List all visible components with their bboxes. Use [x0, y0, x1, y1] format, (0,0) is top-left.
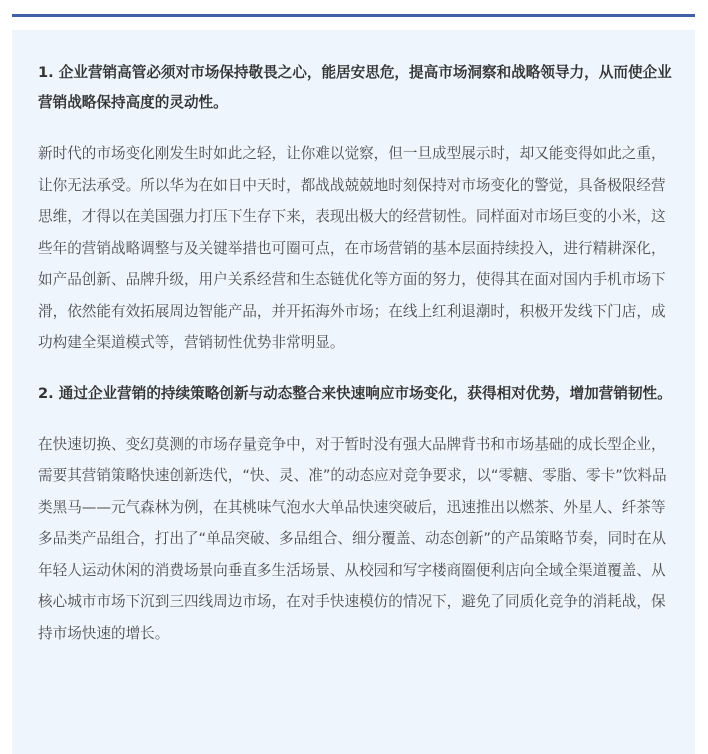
article-card — [12, 30, 695, 754]
top-divider — [12, 14, 695, 17]
section-1-heading: 1. 企业营销高管必须对市场保持敬畏之心，能居安思危，提高市场洞察和战略领导力，从而使企业营销战略保持高度的灵动性。 — [38, 64, 672, 111]
section-2-body: 在快速切换、变幻莫测的市场存量竞争中，对于暂时没有强大品牌背书和市场基础的成长型企业，需要其营销策略快速创新迭代，“快、灵、准”的动态应对竞争要求，以“零糖、零脂、零卡”饮料品类黑马——元气森林为例，在其桃味气泡水大单品快速突破后，迅速推出以燃茶、外星人、纤茶等多品类产品组合，打出了“单品突破、多品组合、细分覆盖、动态创新”的产品策略节奏，同时在从年轻人运动休闲的消费场景向垂直多生活场景、从校园和写字楼商圈便利店向全域全渠道覆盖、从核心城市市场下沉到三四线周边市场，在对手快速模仿的情况下，避免了同质化竞争的消耗战，保持市场快速的增长。 — [38, 435, 667, 642]
section-2-heading: 2. 通过企业营销的持续策略创新与动态整合来快速响应市场变化，获得相对优势，增加营销韧性。 — [38, 384, 672, 402]
section-1-body: 新时代的市场变化刚发生时如此之轻，让你难以觉察，但一旦成型展示时，却又能变得如此之重，让你无法承受。所以华为在如日中天时，都战战兢兢地时刻保持对市场变化的警觉，具备极限经营思维，才得以在美国强力打压下生存下来，表现出极大的经营韧性。同样面对市场巨变的小米，这些年的营销战略调整与及关键举措也可圈可点，在市场营销的基本层面持续投入，进行精耕深化，如产品创新、品牌升级，用户关系经营和生态链优化等方面的努力，使得其在面对国内手机市场下滑，依然能有效拓展周边智能产品，并开拓海外市场；在线上红利退潮时，积极开发线下门店，成功构建全渠道模式等，营销韧性优势非常明显。 — [38, 145, 666, 351]
